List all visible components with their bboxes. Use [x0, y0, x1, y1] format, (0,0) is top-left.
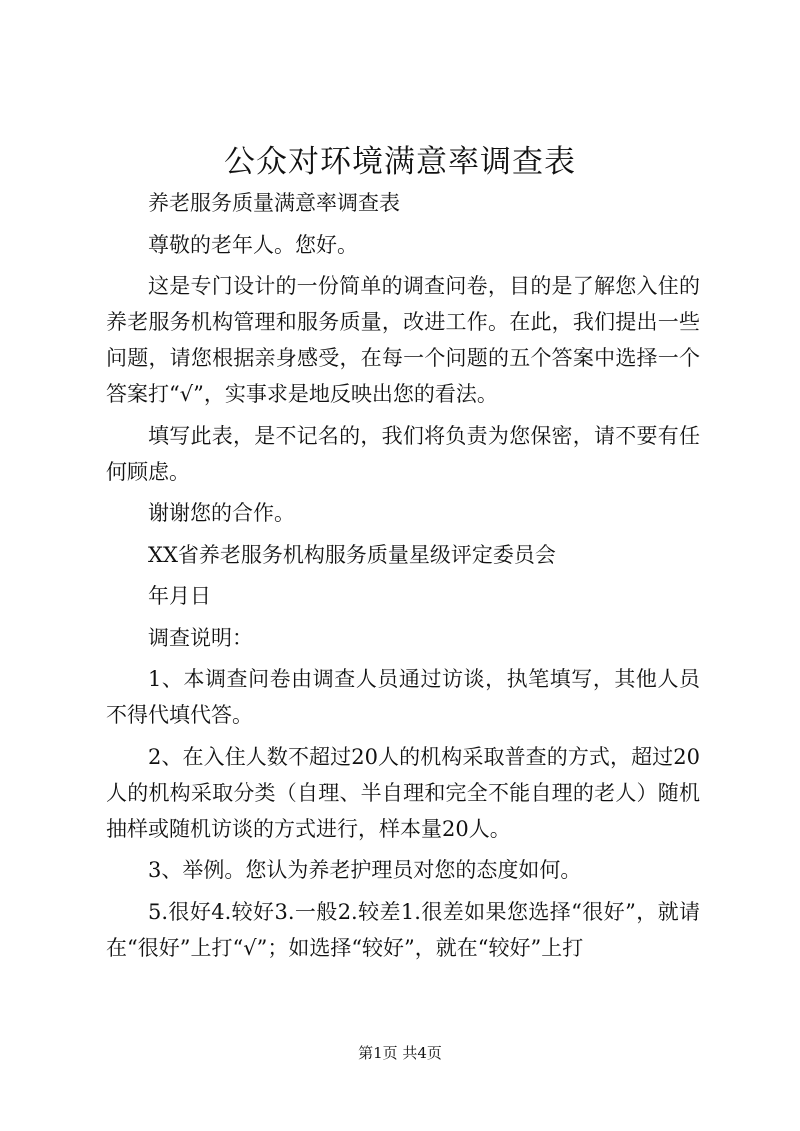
- paragraph-instructions-heading: 调查说明：: [148, 625, 253, 650]
- paragraph-thanks: 谢谢您的合作。: [148, 501, 295, 525]
- paragraph-instruction-3: 3、举例。您认为养老护理员对您的态度如何。: [148, 858, 582, 882]
- paragraph-instruction-1: 1、本调查问卷由调查人员通过访谈，执笔填写，其他人员不得代填代答。: [106, 667, 700, 727]
- paragraph-instruction-2: 2、在入住人数不超过20人的机构采取普查的方式，超过20人的机构采取分类（自理、半自理和完全不能自理的老人）随机抽样或随机访谈的方式进行，样本量20人。: [106, 744, 700, 841]
- document-title: 公众对环境满意率调查表: [224, 144, 576, 180]
- paragraph-rating-example: 5.很好4.较好3.一般2.较差1.很差如果您选择“很好”，就请在“很好”上打“√”；如选择“较好”，就在“较好”上打: [106, 899, 700, 960]
- paragraph-confidentiality: 填写此表，是不记名的，我们将负责为您保密，请不要有任何顾虑。: [106, 423, 700, 484]
- document-body: [106, 185, 700, 971]
- page-footer: 第1页 共4页: [358, 1044, 442, 1062]
- paragraph-greeting: 尊敬的老年人。您好。: [148, 232, 358, 257]
- paragraph-committee: XX省养老服务机构服务质量星级评定委员会: [148, 542, 556, 567]
- paragraph-introduction: 这是专门设计的一份简单的调查问卷，目的是了解您入住的养老服务机构管理和服务质量，改进工作。在此，我们提出一些问题，请您根据亲身感受，在每一个问题的五个答案中选择一个答案打“√”，实事求是地反映出您的看法。: [106, 274, 700, 406]
- paragraph-date: 年月日: [148, 584, 211, 608]
- paragraph-subtitle: 养老服务质量满意率调查表: [148, 191, 400, 215]
